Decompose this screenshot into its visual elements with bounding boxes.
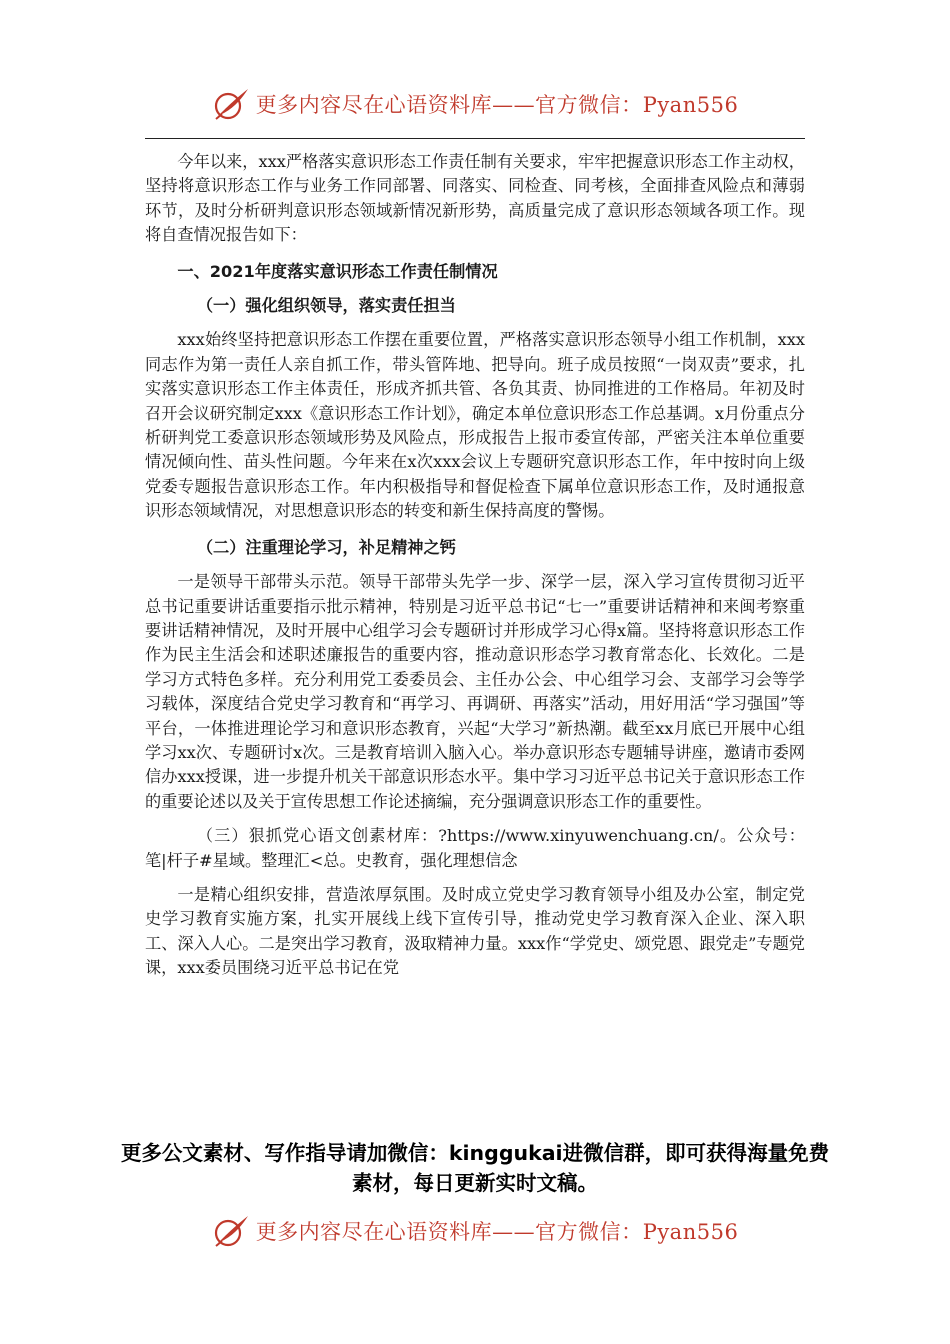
subsection-2-title: （二）注重理论学习，补足精神之钙 <box>196 537 456 557</box>
header-banner <box>0 84 950 124</box>
intro-paragraph: 今年以来，xxx严格落实意识形态工作责任制有关要求，牢牢把握意识形态工作主动权，坚持将意识形态工作与业务工作同部署、同落实、同检查、同考核，全面排查风险点和薄弱环节，及时分析研判意识形态领域新情况新形势，高质量完成了意识形态领域各项工作。现将自查情况报告如下： <box>145 152 805 245</box>
footer-banner <box>0 1211 950 1251</box>
quill-logo-icon <box>212 1213 252 1249</box>
subsection-1-body: xxx始终坚持把意识形态工作摆在重要位置，严格落实意识形态领导小组工作机制，xxx同志作为第一责任人亲自抓工作，带头管阵地、把导向。班子成员按照“一岗双责”要求，扎实落实意识形态工作主体责任，形成齐抓共管、各负其责、协同推进的工作格局。年初及时召开会议研究制定xxx《意识形态工作计划》，确定本单位意识形态工作总基调。x月份重点分析研判党工委意识形态领域形势及风险点，形成报告上报市委宣传部，严密关注本单位重要情况倾向性、苗头性问题。今年来在x次xxx会议上专题研究意识形态工作，年中按时向上级党委专题报告意识形态工作。年内积极指导和督促检查下属单位意识形态工作，及时通报意识形态领域情况，对思想意识形态的转变和新生保持高度的警惕。 <box>145 330 805 521</box>
footer-banner-text: 更多内容尽在心语资料库——官方微信：Pyan556 <box>255 1220 739 1244</box>
document-body <box>145 150 805 981</box>
header-banner-text: 更多内容尽在心语资料库——官方微信：Pyan556 <box>255 93 739 117</box>
subsection-1-title: （一）强化组织领导，落实责任担当 <box>196 296 456 316</box>
quill-logo-icon <box>212 86 252 122</box>
subsection-2-body: 一是领导干部带头示范。领导干部带头先学一步、深学一层，深入学习宣传贯彻习近平总书记重要讲话重要指示批示精神，特别是习近平总书记“七一”重要讲话精神和来闽考察重要讲话精神情况，及时开展中心组学习会专题研讨并形成学习心得x篇。坚持将意识形态工作作为民主生活会和述职述廉报告的重要内容，推动意识形态学习教育常态化、长效化。二是学习方式特色多样。充分利用党工委委员会、主任办公会、中心组学习会、支部学习会等学习载体，深度结合党史学习教育和“再学习、再调研、再落实”活动，用好用活“学习强国”等平台，一体推进理论学习和意识形态教育，兴起“大学习”新热潮。截至xx月底已开展中心组学习xx次、专题研讨x次。三是教育培训入脑入心。举办意识形态专题辅导讲座，邀请市委网信办xxx授课，进一步提升机关干部意识形态水平。集中学习习近平总书记关于意识形态工作的重要论述以及关于宣传思想工作论述摘编，充分强调意识形态工作的重要性。 <box>145 572 805 811</box>
promo-text: 更多公文素材、写作指导请加微信：kinggukai进微信群，即可获得海量免费素材，每日更新实时文稿。 <box>120 1141 830 1195</box>
subsection-3-title: （三）狠抓党心语文创素材库：?https://www.xinyuwenchuang.cn/。公众号：笔|杆子#星域。整理汇<总。史教育，强化理想信念 <box>145 826 805 870</box>
subsection-3-body: 一是精心组织安排，营造浓厚氛围。及时成立党史学习教育领导小组及办公室，制定党史学习教育实施方案，扎实开展线上线下宣传引导，推动党史学习教育深入企业、深入职工、深入人心。二是突出学习教育，汲取精神力量。xxx作“学党史、颂党恩、跟党走”专题党课，xxx委员围绕习近平总书记在党 <box>145 884 805 978</box>
section-1-title: 一、2021年度落实意识形态工作责任制情况 <box>177 261 498 281</box>
header-rule <box>145 138 805 139</box>
